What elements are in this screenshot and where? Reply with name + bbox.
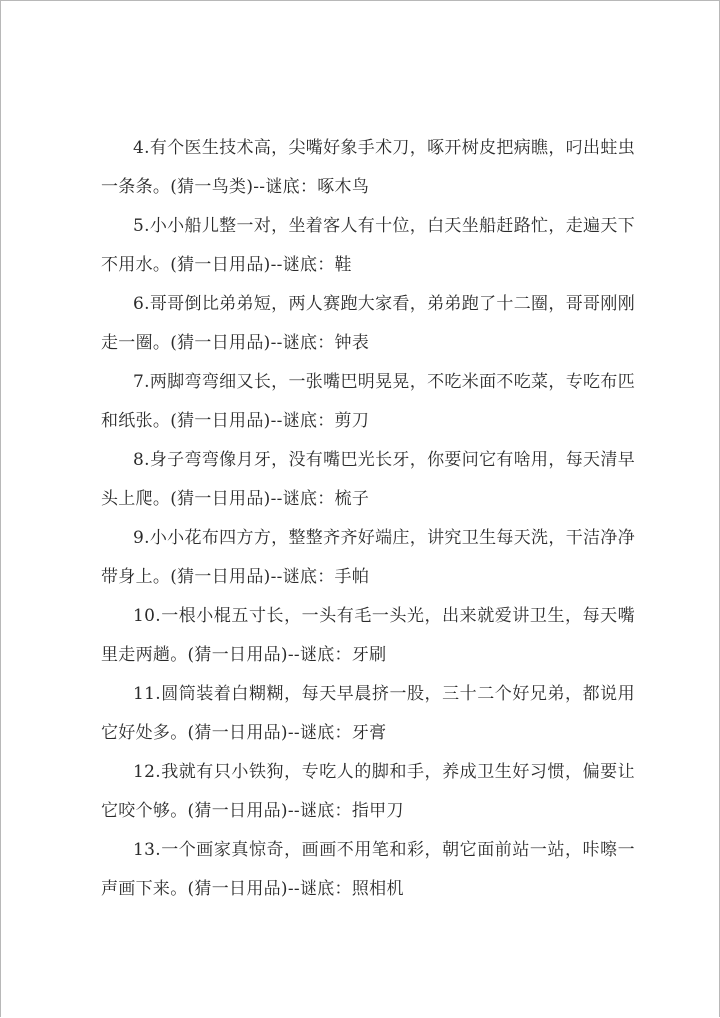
riddle-paragraph: 4.有个医生技术高，尖嘴好象手术刀，啄开树皮把病瞧，叼出蛀虫一条条。(猜一鸟类)--谜底：啄木鸟 bbox=[101, 138, 635, 197]
riddle-paragraph: 10.一根小棍五寸长，一头有毛一头光，出来就爱讲卫生，每天嘴里走两趟。(猜一日用品)--谜底：牙刷 bbox=[101, 606, 635, 665]
riddle-paragraph: 5.小小船儿整一对，坐着客人有十位，白天坐船赶路忙，走遍天下不用水。(猜一日用品)--谜底：鞋 bbox=[101, 216, 635, 275]
riddle-paragraph: 12.我就有只小铁狗，专吃人的脚和手，养成卫生好习惯，偏要让它咬个够。(猜一日用品)--谜底：指甲刀 bbox=[101, 762, 635, 821]
riddle-paragraph: 7.两脚弯弯细又长，一张嘴巴明晃晃，不吃米面不吃菜，专吃布匹和纸张。(猜一日用品)--谜底：剪刀 bbox=[101, 372, 635, 431]
riddle-paragraph: 9.小小花布四方方，整整齐齐好端庄，讲究卫生每天洗，干洁净净带身上。(猜一日用品)--谜底：手帕 bbox=[101, 528, 635, 587]
riddle-list bbox=[101, 129, 635, 909]
riddle-paragraph: 6.哥哥倒比弟弟短，两人赛跑大家看，弟弟跑了十二圈，哥哥刚刚走一圈。(猜一日用品)--谜底：钟表 bbox=[101, 294, 635, 353]
riddle-paragraph: 8.身子弯弯像月牙，没有嘴巴光长牙，你要问它有啥用，每天清早头上爬。(猜一日用品)--谜底：梳子 bbox=[101, 450, 635, 509]
riddle-paragraph: 13.一个画家真惊奇，画画不用笔和彩，朝它面前站一站，咔嚓一声画下来。(猜一日用品)--谜底：照相机 bbox=[101, 840, 635, 899]
riddle-paragraph: 11.圆筒装着白糊糊，每天早晨挤一股，三十二个好兄弟，都说用它好处多。(猜一日用品)--谜底：牙膏 bbox=[101, 684, 635, 743]
